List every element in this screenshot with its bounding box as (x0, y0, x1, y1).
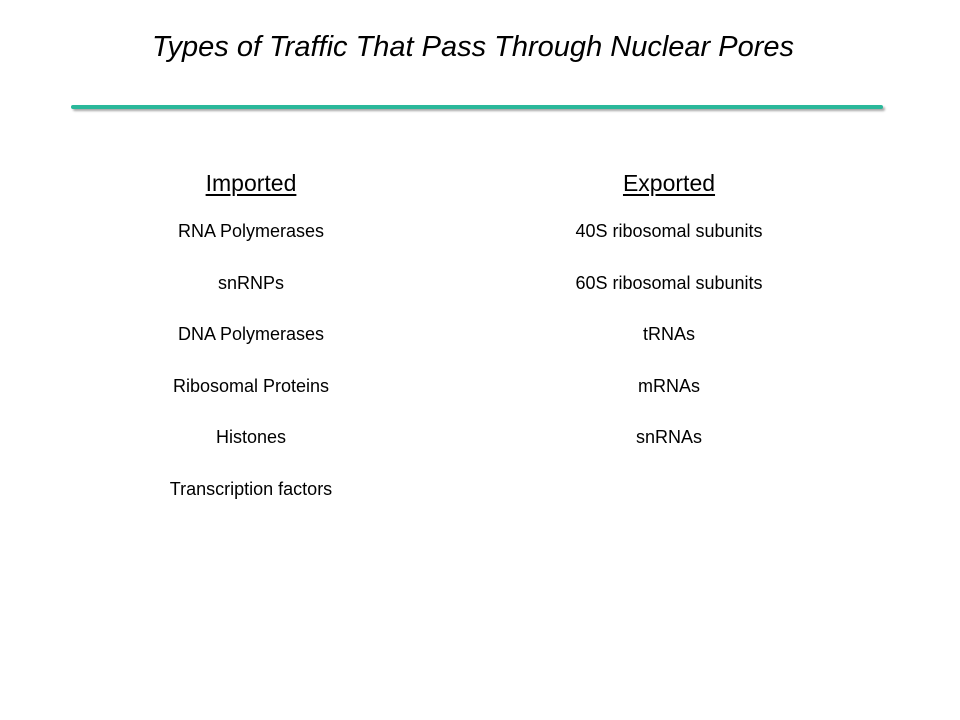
exported-item: tRNAs (642, 324, 695, 344)
exported-heading: Exported (622, 170, 716, 196)
imported-heading: Imported (205, 170, 297, 196)
title-divider (71, 105, 883, 109)
exported-item: mRNAs (638, 375, 700, 396)
imported-item: Histones (215, 427, 287, 447)
exported-column (519, 166, 819, 478)
slide-title: Types of Traffic That Pass Through Nuclear Pores (151, 31, 794, 63)
imported-list (101, 220, 401, 529)
exported-item: snRNAs (635, 427, 702, 447)
imported-item: DNA Polymerases (177, 324, 325, 344)
imported-column (101, 166, 401, 529)
exported-item: 40S ribosomal subunits (575, 221, 763, 241)
imported-item: Transcription factors (169, 478, 333, 499)
exported-list (519, 220, 819, 478)
imported-item: RNA Polymerases (177, 221, 325, 241)
imported-item: snRNPs (217, 272, 284, 293)
imported-item: Ribosomal Proteins (172, 375, 330, 396)
exported-item: 60S ribosomal subunits (575, 272, 763, 293)
